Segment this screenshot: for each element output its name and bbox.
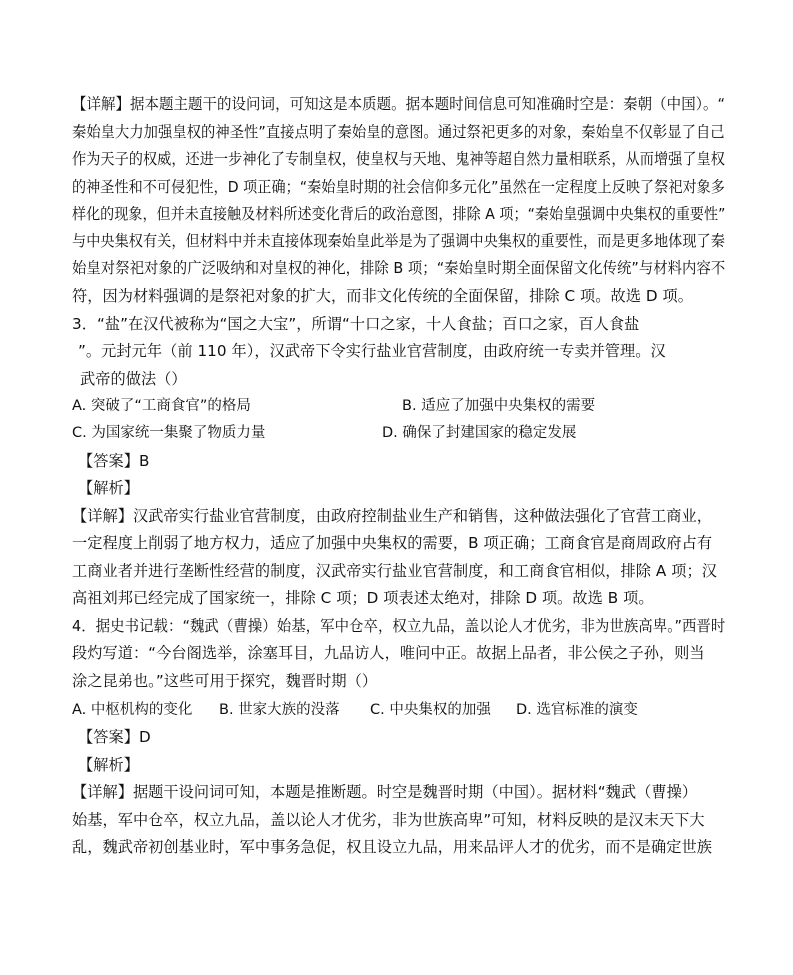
q3-stem-line-3: 武帝的做法（） xyxy=(80,370,187,388)
q2-explain-line-5: 样化的现象，但并未直接触及材料所述变化背后的政治意图，排除 A 项；“秦始皇强调中央集权的重要性” xyxy=(72,205,726,223)
q3-option-d: D. 确保了封建国家的稳定发展 xyxy=(382,425,577,441)
q4-detail-line-2: 始基，军中仓卒，权立九品，盖以论人才优劣，非为世族高卑”可知，材料反映的是汉末天下大 xyxy=(72,811,705,829)
q3-detail-line-2: 一定程度上削弱了地方权力，适应了加强中央集权的需要，B 项正确；工商食官是商周政府占有 xyxy=(72,534,713,552)
q3-option-a: A. 突破了“工商食官”的格局 xyxy=(72,398,251,414)
q2-explain-line-2: 秦始皇大力加强皇权的神圣性”直接点明了秦始皇的意图。通过祭祀更多的对象，秦始皇不仅彰显了自己 xyxy=(72,123,725,141)
q2-explain-line-8: 符，因为材料强调的是祭祀对象的扩大，而非文化传统的全面保留，排除 C 项。故选 D 项。 xyxy=(72,287,693,305)
q4-stem-line-2: 段灼写道：“今台阁选举，涂塞耳目，九品访人，唯问中正。故据上品者，非公侯之子孙，则当 xyxy=(72,644,705,662)
q3-detail-line-1: 【详解】汉武帝实行盐业官营制度，由政府控制盐业生产和销售，这种做法强化了官营工商业， xyxy=(72,507,712,525)
q2-explain-line-4: 的神圣性和不可侵犯性，D 项正确；“秦始皇时期的社会信仰多元化”虽然在一定程度上反映了祭祀对象多 xyxy=(72,178,725,196)
q3-detail-line-3: 工商业者并进行垄断性经营的制度，汉武帝实行盐业官营制度，和工商食官相似，排除 A 项；汉 xyxy=(72,562,717,580)
q4-stem-line-1: 4．据史书记载：“魏武（曹操）始基，军中仓卒，权立九品，盖以论人才优劣，非为世族高卑。”西晋时 xyxy=(72,617,726,635)
q4-analysis-heading: 【解析】 xyxy=(78,756,139,774)
q4-stem-line-3: 涂之昆弟也。”这些可用于探究，魏晋时期（） xyxy=(72,672,378,690)
q3-analysis-heading: 【解析】 xyxy=(78,479,139,497)
q3-detail-line-4: 高祖刘邦已经完成了国家统一，排除 C 项；D 项表述太绝对，排除 D 项。故选 B 项。 xyxy=(72,589,654,607)
q4-option-c: C. 中央集权的加强 xyxy=(370,702,491,718)
q2-explain-line-7: 始皇对祭祀对象的广泛吸纳和对皇权的神化，排除 B 项；“秦始皇时期全面保留文化传统”与材料内容不 xyxy=(72,259,726,277)
q2-explain-line-6: 与中央集权有关，但材料中并未直接体现秦始皇此举是为了强调中央集权的重要性，而是更多地体现了秦 xyxy=(72,232,725,250)
q2-explain-line-1: 【详解】据本题主题干的设问词，可知这是本质题。据本题时间信息可知准确时空是：秦朝（中国）。“ xyxy=(72,95,726,113)
q3-stem-line-2: ”。元封元年（前 110 年），汉武帝下令实行盐业官营制度，由政府统一专卖并管理。汉 xyxy=(78,342,666,360)
q3-option-b: B. 适应了加强中央集权的需要 xyxy=(402,398,596,414)
q2-explain-line-3: 作为天子的权威，还进一步神化了专制皇权，使皇权与天地、鬼神等超自然力量相联系，从而增强了皇权 xyxy=(72,150,725,168)
q3-option-c: C. 为国家统一集聚了物质力量 xyxy=(72,425,266,441)
q3-stem-line-1: 3．“盐”在汉代被称为“国之大宝”，所谓“十口之家，十人食盐；百口之家，百人食盐 xyxy=(72,315,640,333)
q4-detail-line-3: 乱，魏武帝初创基业时，军中事务急促，权且设立九品，用来品评人才的优劣，而不是确定世族 xyxy=(72,838,712,856)
q4-detail-line-1: 【详解】据题干设问词可知，本题是推断题。时空是魏晋时期（中国）。据材料“魏武（曹操） xyxy=(72,783,698,801)
q4-answer: 【答案】D xyxy=(78,728,151,746)
q4-option-b: B. 世家大族的没落 xyxy=(219,702,340,718)
q4-option-d: D. 选官标准的演变 xyxy=(516,702,638,718)
q4-option-a: A. 中枢机构的变化 xyxy=(72,702,193,718)
q3-answer: 【答案】B xyxy=(78,452,150,470)
